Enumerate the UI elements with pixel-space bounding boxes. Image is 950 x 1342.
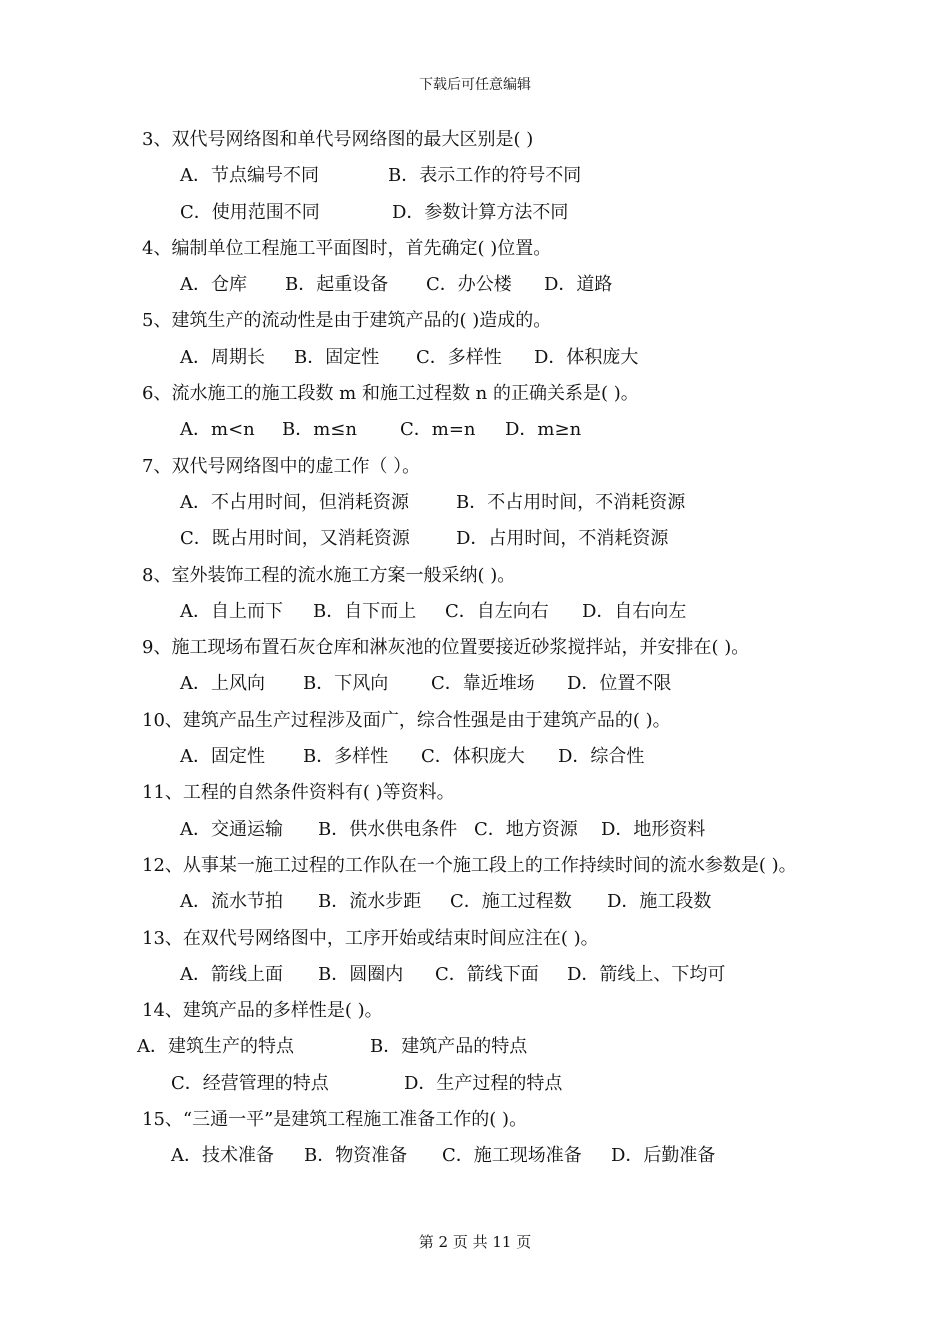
option-row [0,521,950,557]
answer-option: D．自右向左 [582,600,687,622]
answer-option: A．周期长 [180,346,265,368]
answer-option: A．节点编号不同 [180,165,319,187]
answer-option: B．下风向 [303,673,389,695]
question-stem: 3、双代号网络图和单代号网络图的最大区别是( ) [142,129,534,150]
answer-option: B．表示工作的符号不同 [388,165,582,187]
answer-option: C．多样性 [416,346,502,368]
answer-option: C．自左向右 [445,600,549,622]
answer-option: C．靠近堆场 [431,673,535,695]
option-row [0,666,950,702]
answer-option: C．施工现场准备 [442,1145,582,1167]
answer-option: A．技术准备 [171,1145,274,1167]
answer-option: C．经营管理的特点 [171,1072,329,1094]
option-row [0,739,950,775]
answer-option: C．体积庞大 [421,746,525,768]
answer-option: C．使用范围不同 [180,201,320,223]
question-stem: 13、在双代号网络图中，工序开始或结束时间应注在( )。 [142,927,599,949]
answer-option: A．不占用时间，但消耗资源 [180,491,409,513]
question-stem: 10、建筑产品生产过程涉及面广，综合性强是由于建筑产品的( )。 [142,709,671,731]
answer-option: B．起重设备 [285,274,389,296]
option-row [0,412,950,448]
answer-option: D．m≥n [505,419,582,441]
option-row [0,195,950,231]
question-stem: 7、双代号网络图中的虚工作（ ）。 [142,455,421,477]
question-stem: 9、施工现场布置石灰仓库和淋灰池的位置要接近砂浆搅拌站，并安排在( )。 [142,637,750,659]
question-stem: 12、从事某一施工过程的工作队在一个施工段上的工作持续时间的流水参数是( )。 [142,854,797,876]
option-row [0,340,950,376]
option-row [0,1066,950,1102]
question-stem: 15、“三通一平”是建筑工程施工准备工作的( )。 [142,1109,528,1131]
answer-option: B．自下而上 [313,600,417,622]
page-footer: 第 2 页 共 11 页 [418,1233,532,1251]
answer-option: B．圆圈内 [318,963,404,985]
answer-option: D．综合性 [558,746,645,768]
answer-option: A．固定性 [180,746,265,768]
answer-option: D．生产过程的特点 [404,1072,563,1094]
option-row [0,812,950,848]
option-row [0,594,950,630]
answer-option: A．箭线上面 [180,963,283,985]
question-list [0,122,950,1175]
answer-option: B．流水步距 [318,891,422,913]
answer-option: D．道路 [544,274,613,296]
answer-option: A．流水节拍 [180,891,283,913]
page-header: 下载后可任意编辑 [419,77,531,93]
answer-option: C．箭线下面 [435,963,539,985]
answer-option: C．地方资源 [474,818,578,840]
question-stem: 11、工程的自然条件资料有( )等资料。 [142,782,455,804]
answer-option: A．自上而下 [180,600,283,622]
question-stem: 6、流水施工的施工段数 m 和施工过程数 n 的正确关系是( )。 [142,383,639,405]
question-stem: 8、室外装饰工程的流水施工方案一般采纳( )。 [142,564,516,586]
answer-option: D．占用时间，不消耗资源 [456,528,669,550]
answer-option: A．m<n [180,419,255,441]
answer-option: B．固定性 [294,346,380,368]
option-row [0,1138,950,1174]
question-stem: 14、建筑产品的多样性是( )。 [142,1000,383,1022]
answer-option: B．多样性 [303,746,389,768]
answer-option: D．箭线上、下均可 [567,963,726,985]
answer-option: C．施工过程数 [450,891,572,913]
answer-option: D．后勤准备 [611,1145,716,1167]
answer-option: A．仓库 [180,274,247,296]
question-stem: 4、编制单位工程施工平面图时，首先确定( )位置。 [142,237,552,259]
option-row [0,267,950,303]
option-row [0,957,950,993]
answer-option: C．既占用时间，又消耗资源 [180,528,410,550]
option-row [0,485,950,521]
option-row [0,884,950,920]
answer-option: B．物资准备 [304,1145,408,1167]
answer-option: D．位置不限 [567,673,672,695]
answer-option: D．施工段数 [607,891,712,913]
answer-option: C．m=n [400,419,476,441]
answer-option: D．地形资料 [601,818,706,840]
answer-option: A．上风向 [180,673,265,695]
answer-option: D．参数计算方法不同 [392,201,569,223]
answer-option: A．交通运输 [180,818,283,840]
answer-option: D．体积庞大 [534,346,639,368]
answer-option: B．建筑产品的特点 [370,1036,528,1058]
answer-option: C．办公楼 [426,274,512,296]
answer-option: B．m≤n [282,419,357,441]
option-row [0,158,950,194]
option-row [0,1029,950,1065]
answer-option: A．建筑生产的特点 [137,1036,294,1058]
answer-option: B．不占用时间，不消耗资源 [456,491,686,513]
question-stem: 5、建筑生产的流动性是由于建筑产品的( )造成的。 [142,310,552,332]
answer-option: B．供水供电条件 [318,818,458,840]
